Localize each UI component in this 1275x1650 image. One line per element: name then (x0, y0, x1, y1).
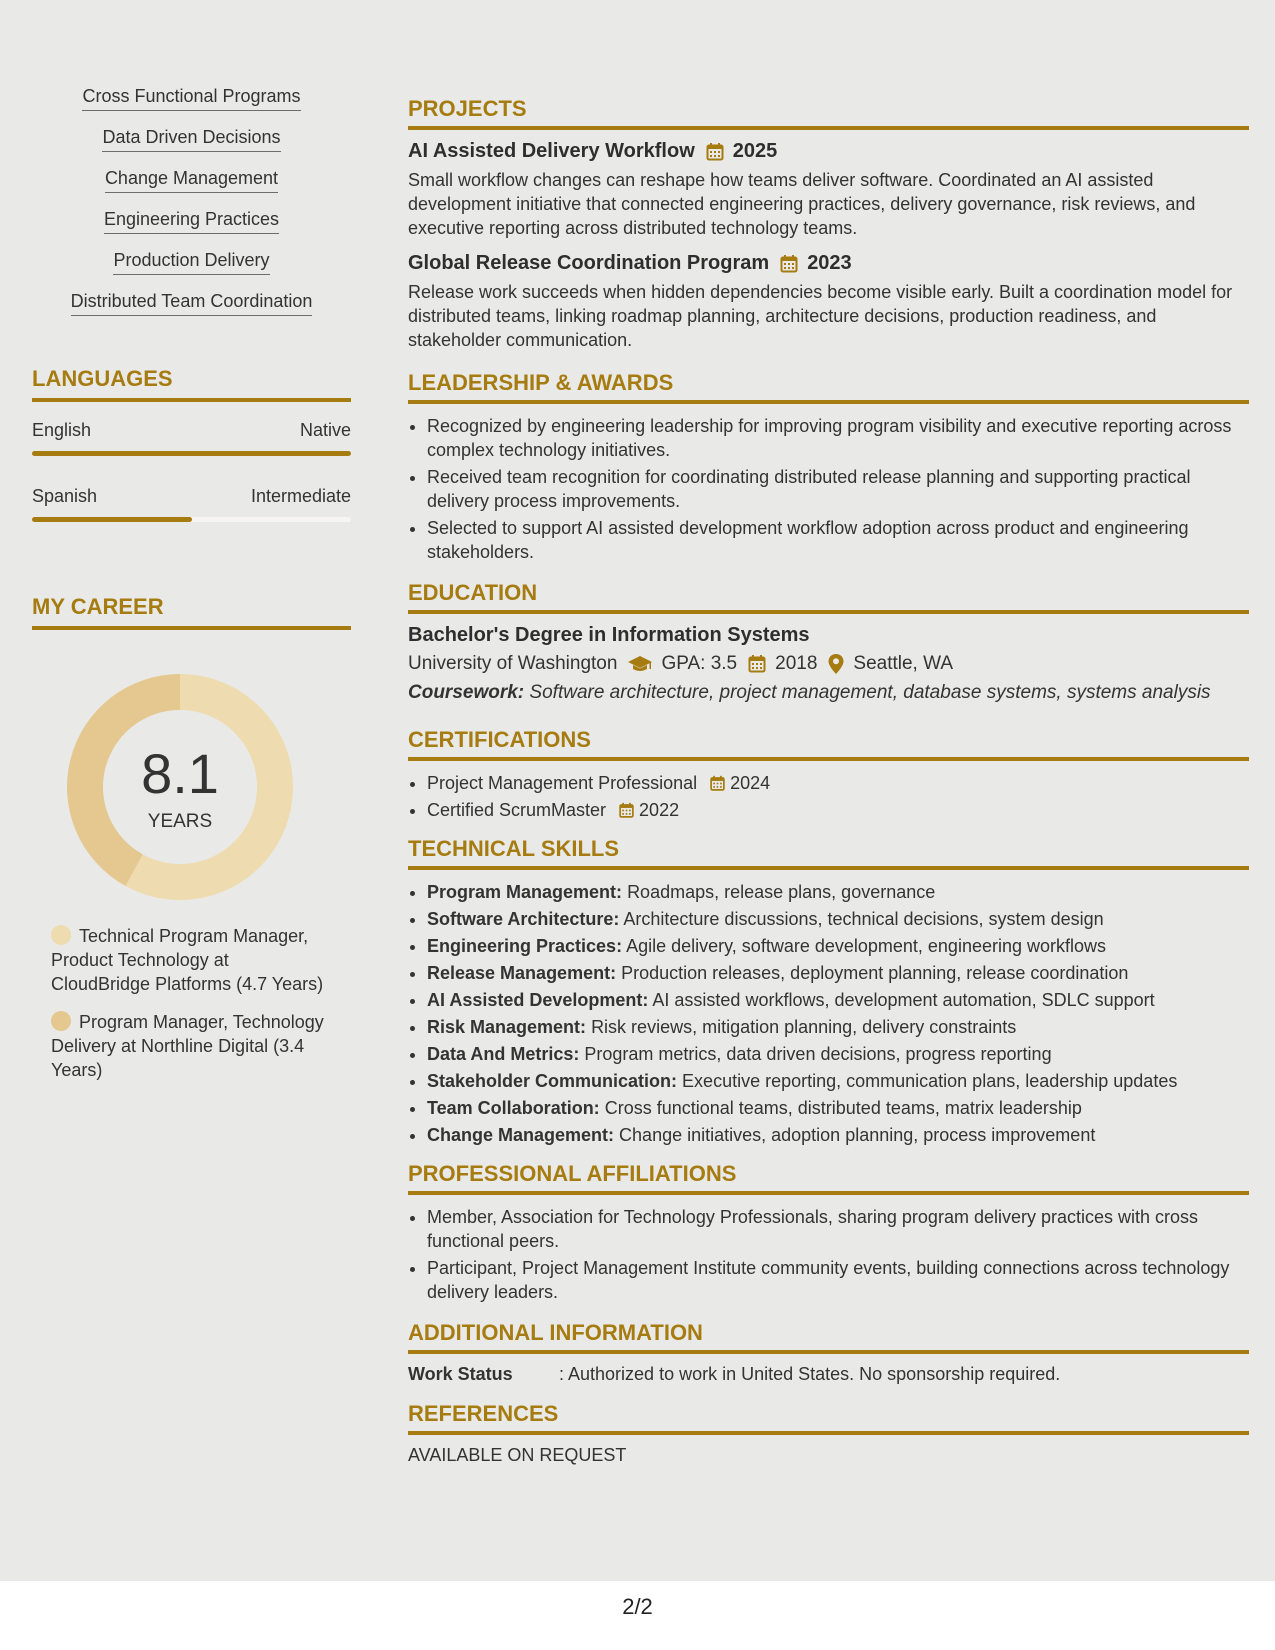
certification-year: 2024 (730, 773, 771, 793)
project-heading (408, 140, 1249, 163)
leadership-item: • Recognized by engineering leadership for improving program visibility and executive reporting across complex technology initiatives. (427, 414, 1249, 462)
language-item (32, 486, 351, 522)
skill-item (427, 1015, 1249, 1039)
skill-label: AI Assisted Development: (427, 990, 649, 1010)
skills-list (408, 880, 1249, 1147)
language-bar-fill (32, 451, 351, 456)
skill-value: Executive reporting, communication plans, leadership updates (682, 1071, 1178, 1091)
skill-item (427, 961, 1249, 985)
career-legend-item (51, 924, 329, 996)
certification-item (427, 771, 1249, 795)
references-text: AVAILABLE ON REQUEST (408, 1445, 627, 1465)
education-location: Seattle, WA (853, 653, 954, 674)
strength-item: Production Delivery (113, 250, 269, 275)
calendar-icon (779, 254, 799, 274)
affiliations-section (408, 1161, 1249, 1304)
skill-value: Cross functional teams, distributed teams, matrix leadership (604, 1098, 1082, 1118)
references-section (408, 1401, 1249, 1466)
language-level: Native (299, 420, 351, 440)
right-column (408, 96, 1249, 1466)
calendar-icon (709, 775, 726, 792)
language-bar (32, 517, 351, 522)
skill-label: Engineering Practices: (427, 936, 623, 956)
education-year: 2018 (775, 653, 818, 674)
language-name: Spanish (32, 486, 98, 506)
strength-item: Engineering Practices (104, 209, 279, 234)
legend-dot (51, 925, 71, 945)
skill-value: Risk reviews, mitigation planning, delivery constraints (591, 1017, 1017, 1037)
page-number: 2/2 (622, 1594, 653, 1619)
leadership-item: • Received team recognition for coordinating distributed release planning and supporting practical delivery process improvements. (427, 465, 1249, 513)
skill-item (427, 880, 1249, 904)
skill-value: Architecture discussions, technical decisions, system design (623, 909, 1104, 929)
language-bar-fill (32, 517, 192, 522)
location-pin-icon (827, 653, 845, 675)
career-legend-label: Technical Program Manager, Product Technology at CloudBridge Platforms (4.7 Years) (51, 926, 324, 994)
project-name: Global Release Coordination Program (408, 252, 770, 274)
skill-value: AI assisted workflows, development automation, SDLC support (652, 990, 1155, 1010)
skill-label: Program Management: (427, 882, 623, 902)
skill-item (427, 1123, 1249, 1147)
graduation-cap-icon (627, 654, 653, 674)
skill-item (427, 1096, 1249, 1120)
legend-dot (51, 1011, 71, 1031)
education-section (408, 580, 1249, 705)
project-heading (408, 252, 1249, 275)
certification-year: 2022 (639, 800, 680, 820)
strength-item: Cross Functional Programs (82, 86, 300, 111)
skill-value: Change initiatives, adoption planning, process improvement (619, 1125, 1096, 1145)
certification-name: • Project Management Professional (427, 773, 698, 793)
education-degree: Bachelor's Degree in Information Systems (408, 624, 810, 646)
project-year: 2023 (807, 252, 852, 274)
coursework-label: Coursework: (408, 682, 525, 703)
certification-name: • Certified ScrumMaster (427, 800, 607, 820)
skill-item (427, 988, 1249, 1012)
affiliations-title: PROFESSIONAL AFFILIATIONS (408, 1161, 1249, 1195)
calendar-icon (618, 802, 635, 819)
career-total-years: 8.1 (141, 742, 219, 805)
project-description: Release work succeeds when hidden dependencies become visible early. Built a coordination model for distributed teams, linking roadmap planning, architecture decisions, production readiness, and stakeholder communication. (408, 282, 1233, 350)
skill-item (427, 1042, 1249, 1066)
project-year: 2025 (732, 140, 778, 162)
certification-item (427, 798, 1249, 822)
calendar-icon (705, 142, 725, 162)
project-name: AI Assisted Delivery Workflow (408, 140, 695, 162)
career-title: MY CAREER (32, 594, 351, 630)
left-column (32, 86, 351, 1082)
skills-section (408, 836, 1249, 1147)
projects-title: PROJECTS (408, 96, 1249, 130)
language-bar (32, 451, 351, 456)
project-description: Small workflow changes can reshape how teams deliver software. Coordinated an AI assisted development initiative that connected engineering practices, delivery governance, risk reviews, and executive reporting across distributed technology teams. (408, 170, 1196, 238)
language-name: English (32, 420, 92, 440)
education-details (408, 653, 1249, 675)
coursework-text: Software architecture, project management, database systems, systems analysis (529, 682, 1211, 703)
skill-label: Software Architecture: (427, 909, 620, 929)
skill-label: Stakeholder Communication: (427, 1071, 678, 1091)
leadership-item: • Selected to support AI assisted development workflow adoption across product and engineering stakeholders. (427, 516, 1249, 564)
career-donut-chart (67, 674, 293, 900)
skill-label: Team Collaboration: (427, 1098, 600, 1118)
education-school: University of Washington (408, 653, 618, 674)
certifications-section (408, 727, 1249, 822)
career-section (32, 594, 351, 1082)
strength-item: Distributed Team Coordination (71, 291, 313, 316)
career-legend-label: Program Manager, Technology Delivery at Northline Digital (3.4 Years) (51, 1012, 324, 1080)
skill-item (427, 934, 1249, 958)
leadership-section (408, 370, 1249, 564)
affiliation-item: • Member, Association for Technology Professionals, sharing program delivery practices with cross functional peers. (427, 1205, 1249, 1253)
skill-value: Program metrics, data driven decisions, progress reporting (584, 1044, 1052, 1064)
skills-title: TECHNICAL SKILLS (408, 836, 1249, 870)
strength-item: Data Driven Decisions (102, 127, 280, 152)
work-status (408, 1364, 1249, 1385)
education-coursework (408, 681, 1249, 705)
skill-label: Data And Metrics: (427, 1044, 580, 1064)
skill-value: Roadmaps, release plans, governance (627, 882, 936, 902)
languages-title: LANGUAGES (32, 366, 351, 402)
education-title: EDUCATION (408, 580, 1249, 614)
leadership-title: LEADERSHIP & AWARDS (408, 370, 1249, 404)
projects-section (408, 96, 1249, 352)
references-title: REFERENCES (408, 1401, 1249, 1435)
career-legend-item (51, 1010, 329, 1082)
skill-value: Production releases, deployment planning, release coordination (621, 963, 1129, 983)
skill-label: Release Management: (427, 963, 617, 983)
work-status-value: : Authorized to work in United States. No sponsorship required. (559, 1364, 1061, 1384)
skill-value: Agile delivery, software development, engineering workflows (626, 936, 1107, 956)
certifications-title: CERTIFICATIONS (408, 727, 1249, 761)
strength-item: Change Management (105, 168, 278, 193)
language-level: Intermediate (250, 486, 351, 506)
work-status-label: Work Status (408, 1364, 513, 1384)
strengths-list (32, 86, 351, 332)
calendar-icon (747, 654, 767, 674)
skill-item (427, 1069, 1249, 1093)
additional-section (408, 1320, 1249, 1385)
skill-item (427, 907, 1249, 931)
languages-section (32, 366, 351, 522)
additional-title: ADDITIONAL INFORMATION (408, 1320, 1249, 1354)
career-years-unit: YEARS (147, 811, 213, 832)
skill-label: Change Management: (427, 1125, 615, 1145)
language-item (32, 420, 351, 456)
education-gpa: GPA: 3.5 (661, 653, 738, 674)
affiliation-item: • Participant, Project Management Institute community events, building connections across technology delivery leaders. (427, 1256, 1249, 1304)
skill-label: Risk Management: (427, 1017, 587, 1037)
